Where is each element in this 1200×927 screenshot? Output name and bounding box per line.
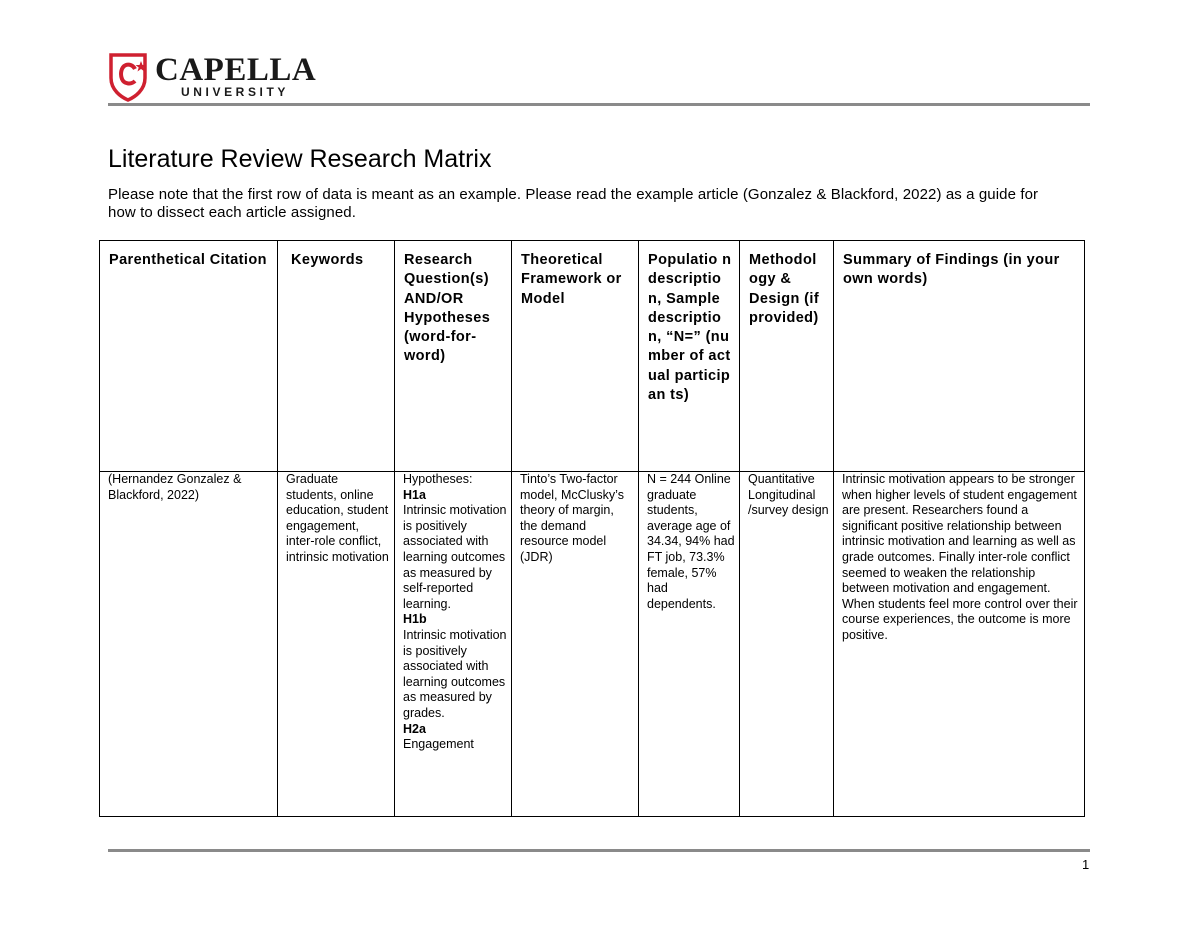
citation-text: (Hernandez Gonzalez & Blackford, 2022) xyxy=(108,472,242,502)
framework-text: Tinto’s Two-factor model, McClusky’s theory of margin, the demand resource model (JDR) xyxy=(520,472,624,564)
shield-icon xyxy=(107,52,151,102)
h1b-label: H1b xyxy=(403,612,427,627)
keywords-text: Graduate students, online education, student engagement, inter-role conflict, intrinsic motivation xyxy=(286,472,389,564)
cell-citation xyxy=(100,472,278,817)
cell-methodology xyxy=(740,472,834,817)
hypotheses-intro: Hypotheses: xyxy=(403,472,473,486)
summary-text: Intrinsic motivation appears to be stronger when higher levels of student engagement are present. Researchers found a significant positive relationship between intrinsic motivation and learning as well as grade outcomes. Finally inter-role conflict seemed to weaken the relationship between motivation and engagement. When students feel more control over their course experiences, the outcome is more positive. xyxy=(842,472,1078,642)
research-matrix-table xyxy=(99,240,1085,817)
header-citation: Parenthetical Citation xyxy=(100,241,278,472)
h1b-text: Intrinsic motivation is positively associated with learning outcomes as measured by grades. xyxy=(403,627,507,720)
logo-subtitle: UNIVERSITY xyxy=(181,85,290,99)
header-rule xyxy=(108,103,1090,106)
cell-keywords xyxy=(278,472,395,817)
h2a-label: H2a xyxy=(403,721,426,736)
h1a-label: H1a xyxy=(403,487,426,502)
table-header-row xyxy=(100,241,1085,472)
table-row xyxy=(100,472,1085,817)
cell-hypotheses xyxy=(395,472,512,817)
header-methodology: Methodol ogy & Design (if provided) xyxy=(740,241,834,472)
cell-population xyxy=(639,472,740,817)
logo-wordmark: CAPELLA xyxy=(155,52,317,88)
footer-rule xyxy=(108,849,1090,852)
page-title: Literature Review Research Matrix xyxy=(108,145,492,173)
cell-framework xyxy=(512,472,639,817)
methodology-text: Quantitative Longitudinal /survey design xyxy=(748,472,829,518)
header-keywords: Keywords xyxy=(278,241,395,472)
h2a-text: Engagement xyxy=(403,737,474,752)
header-framework: Theoretical Framework or Model xyxy=(512,241,639,472)
instruction-note: Please note that the first row of data is meant as an example. Please read the example article (Gonzalez & Blackford, 2022) as a guide for how to dissect each article assigned. xyxy=(108,186,1039,221)
page-number: 1 xyxy=(1082,857,1090,872)
header-research-questions: Research Question(s) AND/OR Hypotheses (word-for-word) xyxy=(395,241,512,472)
h1a-text: Intrinsic motivation is positively associated with learning outcomes as measured by self-reported learning. xyxy=(403,503,507,611)
population-text: N = 244 Online graduate students, average age of 34.34, 94% had FT job, 73.3% female, 57% had dependents. xyxy=(647,472,735,611)
capella-logo xyxy=(107,52,347,104)
header-summary: Summary of Findings (in your own words) xyxy=(834,241,1085,472)
cell-summary xyxy=(834,472,1085,817)
header-population: Populatio n descriptio n, Sample descriptio n, “N=” (number of actual participan ts) xyxy=(639,241,740,472)
